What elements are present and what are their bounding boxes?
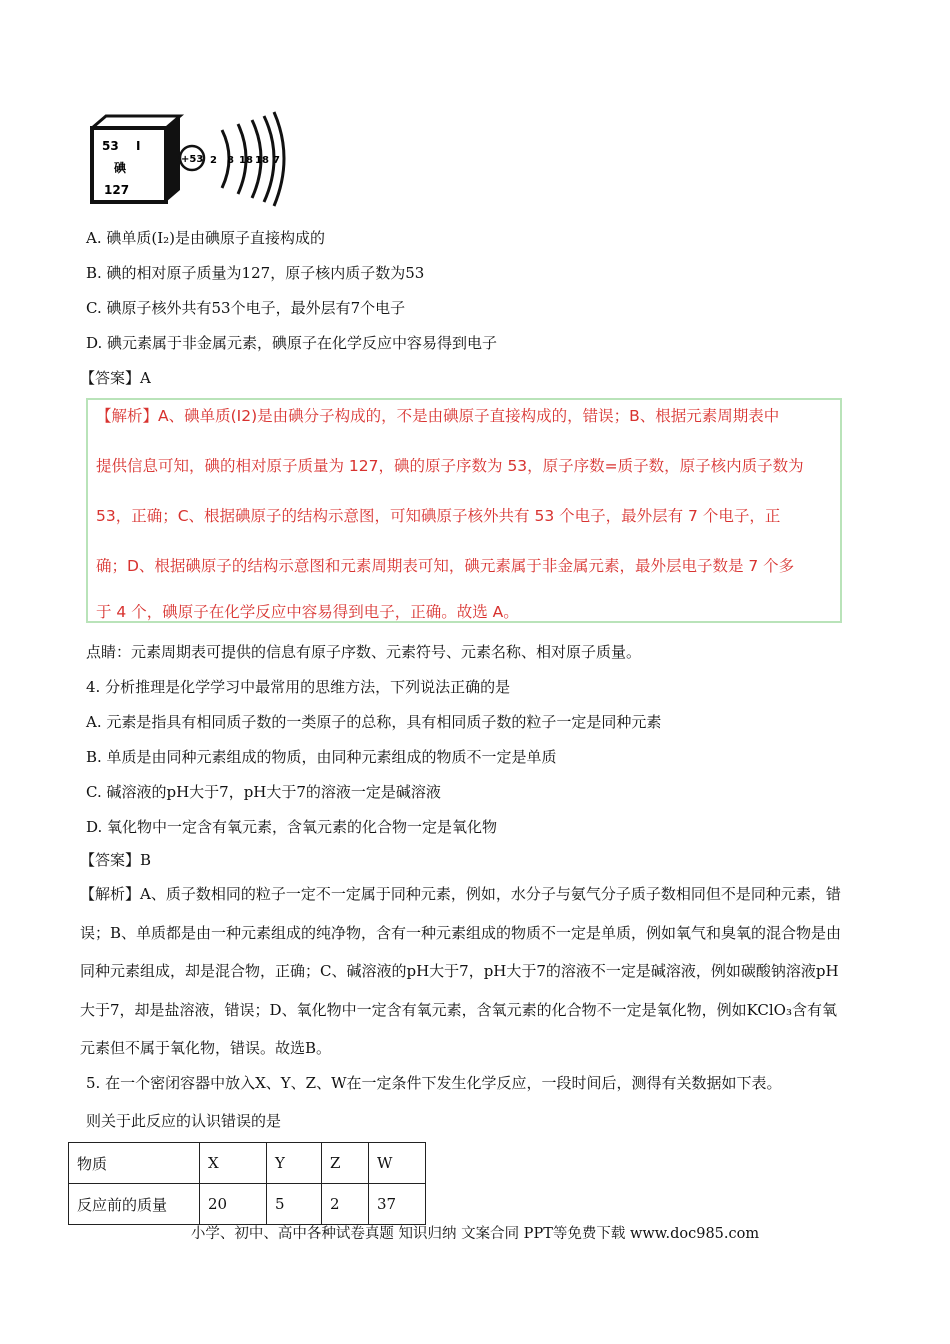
q5-stem-line-1: 5. 在一个密闭容器中放入X、Y、Z、W在一定条件下发生化学反应，一段时间后，测得有关数据如下表。 [86, 1074, 782, 1092]
element-symbol: I [136, 139, 141, 153]
shell-1-count: 2 [210, 155, 217, 166]
q4-answer: 【答案】B [80, 851, 152, 869]
q3-analysis-line-3: 53，正确；C、根据碘原子的结构示意图，可知碘原子核外共有 53 个电子，最外层有 7 个电子，正 [96, 507, 781, 525]
q4-option-d: D. 氧化物中一定含有氧元素，含氧元素的化合物一定是氧化物 [86, 818, 498, 836]
q3-analysis-box [86, 398, 842, 623]
table-cell: 反应前的质量 [69, 1184, 200, 1225]
table-cell: 5 [267, 1184, 322, 1225]
q4-stem: 4. 分析推理是化学学习中最常用的思维方法，下列说法正确的是 [86, 678, 511, 696]
table-header-cell: 物质 [69, 1143, 200, 1184]
table-row [69, 1184, 426, 1225]
q4-analysis: 【解析】A、质子数相同的粒子一定不一定属于同种元素，例如，水分子与氨气分子质子数相同但不是同种元素，错误；B、单质都是由一种元素组成的纯净物，含有一种元素组成的物质不一定是单质，例如氧气和臭氧的混合物是由同种元素组成，却是混合物，正确；C、碱溶液的pH大于7，pH大于7的溶液不一定是碱溶液，例如碳酸钠溶液pH大于7，却是盐溶液，错误；D、氧化物中一定含有氧元素，含氧元素的化合物不一定是氧化物，例如KClO₃含有氧元素但不属于氧化物，错误。故选B。 [80, 885, 842, 1057]
shell-3-count: 18 [239, 155, 253, 166]
element-number: 53 [102, 139, 119, 153]
nucleus-charge: +53 [181, 154, 204, 165]
q3-answer: 【答案】A [80, 369, 151, 387]
page-footer: 小学、初中、高中各种试卷真题 知识归纳 文案合同 PPT等免费下载 www.doc985.com [190, 1226, 760, 1242]
shell-5-count: 7 [273, 155, 280, 166]
shell-2-count: 8 [227, 155, 234, 166]
q3-option-b: B. 碘的相对原子质量为127，原子核内质子数为53 [86, 264, 425, 282]
q3-analysis-line-1: 【解析】A、碘单质(I2)是由碘分子构成的，不是由碘原子直接构成的，错误；B、根据元素周期表中 [96, 407, 780, 425]
table-cell: 2 [322, 1184, 369, 1225]
shell-4-count: 18 [255, 155, 269, 166]
q5-stem-line-2: 则关于此反应的认识错误的是 [86, 1112, 282, 1130]
q3-analysis-line-2: 提供信息可知，碘的相对原子质量为 127，碘的原子序数为 53，原子序数=质子数，原子核内质子数为 [96, 457, 804, 475]
table-header-cell: X [200, 1143, 267, 1184]
q4-option-c: C. 碱溶液的pH大于7，pH大于7的溶液一定是碱溶液 [86, 783, 441, 801]
table-header-cell: Y [267, 1143, 322, 1184]
q3-tip: 点睛：元素周期表可提供的信息有原子序数、元素符号、元素名称、相对原子质量。 [86, 643, 642, 661]
q3-option-d: D. 碘元素属于非金属元素，碘原子在化学反应中容易得到电子 [86, 334, 498, 352]
q4-option-b: B. 单质是由同种元素组成的物质，由同种元素组成的物质不一定是单质 [86, 748, 557, 766]
q3-analysis-line-4: 确；D、根据碘原子的结构示意图和元素周期表可知，碘元素属于非金属元素，最外层电子数是 7 个多 [96, 557, 795, 575]
q3-option-a: A. 碘单质(I₂)是由碘原子直接构成的 [86, 229, 326, 247]
table-header-cell: Z [322, 1143, 369, 1184]
table-header-row [69, 1143, 426, 1184]
table-cell: 20 [200, 1184, 267, 1225]
q3-analysis-line-5: 于 4 个，碘原子在化学反应中容易得到电子，正确。故选 A。 [96, 603, 519, 621]
table-cell: 37 [369, 1184, 426, 1225]
element-mass: 127 [104, 183, 130, 197]
q3-option-c: C. 碘原子核外共有53个电子，最外层有7个电子 [86, 299, 406, 317]
q5-data-table [68, 1142, 426, 1225]
table-header-cell: W [369, 1143, 426, 1184]
iodine-figure [90, 108, 290, 208]
element-name: 碘 [114, 161, 127, 175]
q4-option-a: A. 元素是指具有相同质子数的一类原子的总称，具有相同质子数的粒子一定是同种元素 [86, 713, 662, 731]
